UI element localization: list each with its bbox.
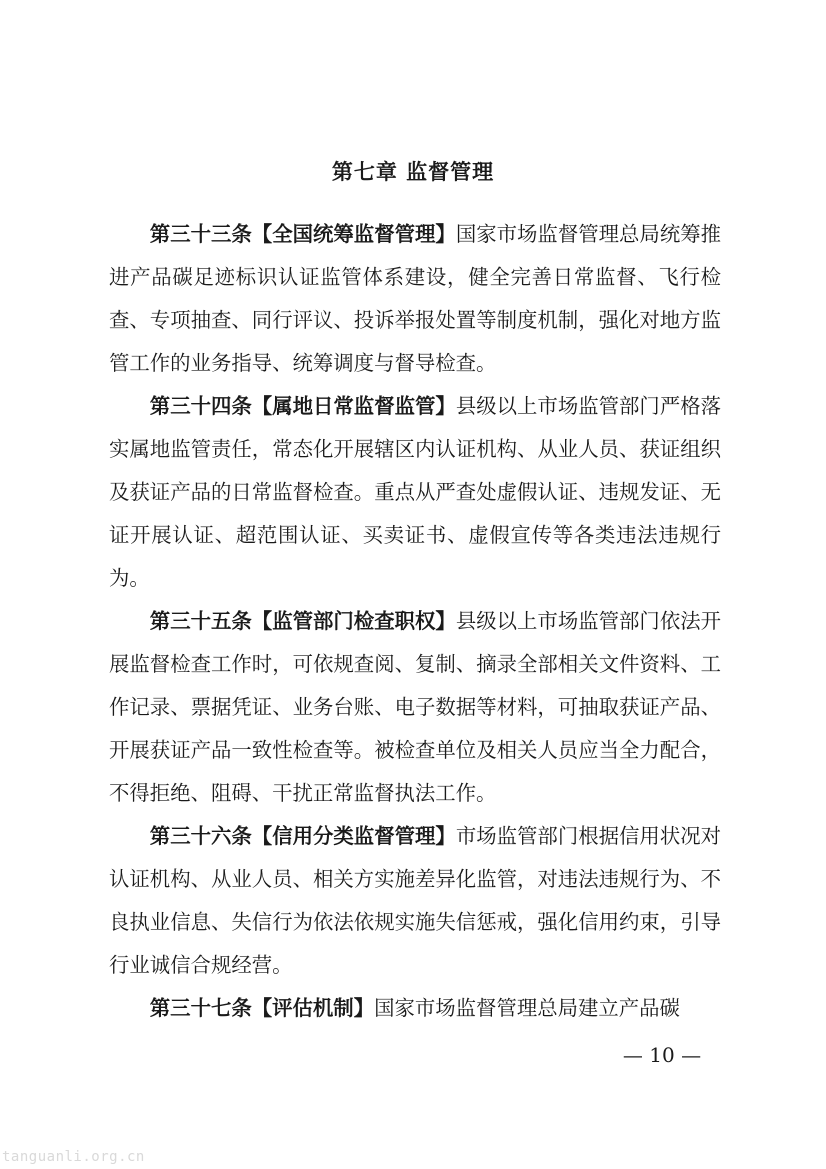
article-heading: 第三十四条【属地日常监督监管】 <box>149 394 456 418</box>
article-34 <box>109 385 721 600</box>
article-heading: 第三十五条【监管部门检查职权】 <box>149 609 456 633</box>
watermark: tanguanli.org.cn <box>2 1149 145 1165</box>
article-body: 县级以上市场监管部门依法开展监督检查工作时，可依规查阅、复制、摘录全部相关文件资料、工作记录、票据凭证、业务台账、电子数据等材料，可抽取获证产品、开展获证产品一致性检查等。被检查单位及相关人员应当全力配合，不得拒绝、阻碍、干扰正常监督执法工作。 <box>109 609 722 805</box>
page-number: — 10 — <box>622 1043 702 1067</box>
article-body: 国家市场监督管理总局统筹推进产品碳足迹标识认证监管体系建设，健全完善日常监督、飞行检查、专项抽查、同行评议、投诉举报处置等制度机制，强化对地方监管工作的业务指导、统筹调度与督导检查。 <box>109 222 722 375</box>
article-37 <box>109 987 721 1030</box>
article-body: 市场监管部门根据信用状况对认证机构、从业人员、相关方实施差异化监管，对违法违规行为、不良执业信息、失信行为依法依规实施失信惩戒，强化信用约束，引导行业诚信合规经营。 <box>109 824 722 977</box>
article-list <box>109 213 721 1030</box>
article-body: 国家市场监督管理总局建立产品碳 <box>374 996 680 1020</box>
article-body: 县级以上市场监管部门严格落实属地监管责任，常态化开展辖区内认证机构、从业人员、获证组织及获证产品的日常监督检查。重点从严查处虚假认证、违规发证、无证开展认证、超范围认证、买卖证书、虚假宣传等各类违法违规行为。 <box>109 394 722 590</box>
article-heading: 第三十六条【信用分类监督管理】 <box>149 824 456 848</box>
article-36 <box>109 815 721 987</box>
article-heading: 第三十三条【全国统筹监督管理】 <box>149 222 456 246</box>
article-35 <box>109 600 721 815</box>
article-heading: 第三十七条【评估机制】 <box>149 996 375 1020</box>
chapter-title: 第七章 监督管理 <box>331 160 495 184</box>
article-33 <box>109 213 721 385</box>
